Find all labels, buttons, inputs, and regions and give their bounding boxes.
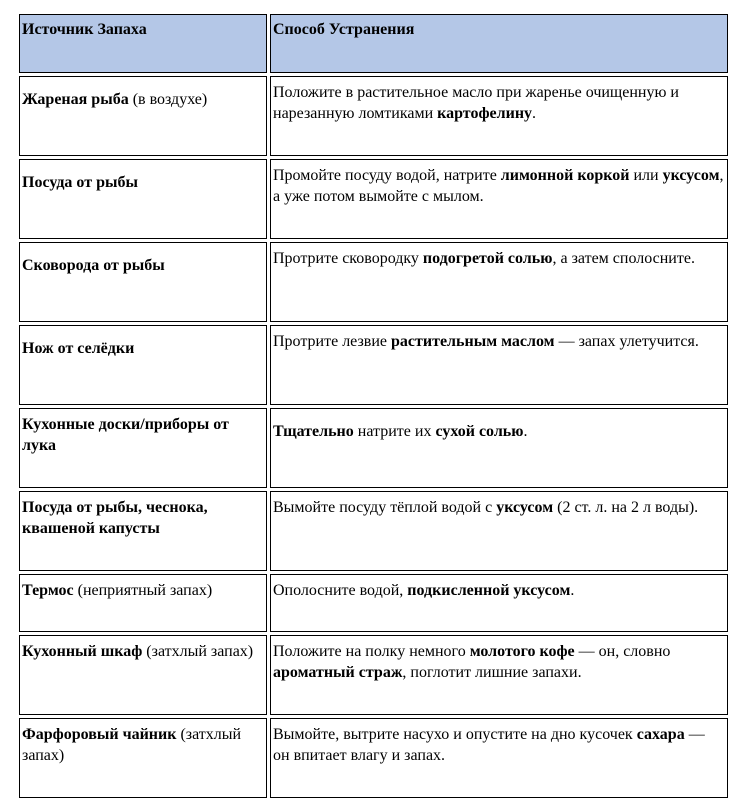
source-text-run: Кухонные доски/приборы от лука (22, 416, 229, 454)
header-method: Способ Устранения (270, 14, 728, 73)
method-text-run: подогретой солью (422, 250, 553, 267)
source-text-run: (затхлый запах) (22, 726, 242, 764)
method-text-run: Тщательно (273, 423, 354, 440)
header-source: Источник Запаха (19, 14, 267, 73)
table-row (19, 635, 728, 715)
source-text-run: Посуда от рыбы, чеснока, квашеной капусты (22, 499, 208, 537)
source-text-run: Нож от селёдки (22, 340, 135, 357)
source-text-run: (неприятный запах) (73, 582, 213, 599)
cell-odor-source (19, 242, 267, 322)
cell-odor-source (19, 491, 267, 571)
method-text-run: Вымойте, вытрите насухо и опустите на дно кусочек (273, 726, 637, 743)
method-text-run: уксусом (496, 499, 554, 516)
table-body (19, 76, 728, 798)
method-text-run: — запах улетучится. (554, 333, 699, 350)
source-text-run: Посуда от рыбы (22, 174, 138, 191)
method-text-run: Промойте посуду водой, натрите (273, 167, 501, 184)
source-text-run: Фарфоровый чайник (22, 726, 177, 743)
table-row (19, 159, 728, 239)
method-text-run: молотого кофе (469, 643, 575, 660)
method-text-run: или (629, 167, 663, 184)
cell-odor-source (19, 574, 267, 632)
table-row (19, 718, 728, 798)
cell-odor-source (19, 408, 267, 488)
method-text-run: — он впитает влагу и запах. (273, 726, 705, 764)
table-row (19, 491, 728, 571)
source-text-run: Кухонный шкаф (22, 643, 143, 660)
method-text-run: Положите на полку немного (273, 643, 470, 660)
table-row (19, 76, 728, 156)
method-text-run: подкисленной уксусом (407, 582, 571, 599)
method-text-run: . (532, 105, 537, 122)
source-text-run: Термос (22, 582, 74, 599)
method-text-run: растительным маслом (391, 333, 555, 350)
cell-removal-method (270, 325, 728, 405)
cell-odor-source (19, 76, 267, 156)
cell-removal-method (270, 76, 728, 156)
cell-odor-source (19, 718, 267, 798)
method-text-run: лимонной коркой (500, 167, 630, 184)
method-text-run: . (570, 582, 575, 599)
method-text-run: уксусом (662, 167, 720, 184)
cell-odor-source (19, 635, 267, 715)
method-text-run: . (523, 423, 528, 440)
method-text-run: , а затем сполосните. (552, 250, 695, 267)
cell-removal-method (270, 491, 728, 571)
method-text-run: , а уже потом вымойте с мылом. (273, 167, 724, 205)
table-row (19, 325, 728, 405)
cell-odor-source (19, 159, 267, 239)
method-text-run: Протрите лезвие (273, 333, 392, 350)
method-text-run: натрите их (353, 423, 436, 440)
method-text-run: картофелину (437, 105, 533, 122)
cell-removal-method (270, 718, 728, 798)
source-text-run: (в воздухе) (128, 91, 208, 108)
method-text-run: сахара (636, 726, 685, 743)
cell-removal-method (270, 159, 728, 239)
table-header-row (19, 14, 728, 73)
source-text-run: Сковорода от рыбы (22, 257, 165, 274)
method-text-run: Вымойте посуду тёплой водой с (273, 499, 497, 516)
cell-removal-method (270, 408, 728, 488)
odor-removal-table (16, 11, 731, 801)
method-text-run: Положите в растительное масло при жаренье очищенную и нарезанную ломтиками (273, 84, 679, 122)
method-text-run: (2 ст. л. на 2 л воды). (553, 499, 699, 516)
method-text-run: Протрите сковородку (273, 250, 423, 267)
method-text-run: , поглотит лишние запахи. (402, 664, 582, 681)
source-text-run: (затхлый запах) (142, 643, 254, 660)
table-row (19, 408, 728, 488)
method-text-run: — он, словно (574, 643, 671, 660)
cell-odor-source (19, 325, 267, 405)
cell-removal-method (270, 242, 728, 322)
method-text-run: Ополосните водой, (273, 582, 408, 599)
cell-removal-method (270, 635, 728, 715)
table-row (19, 574, 728, 632)
cell-removal-method (270, 574, 728, 632)
method-text-run: ароматный страж (273, 664, 403, 681)
method-text-run: сухой солью (435, 423, 524, 440)
source-text-run: Жареная рыба (22, 91, 129, 108)
table-row (19, 242, 728, 322)
